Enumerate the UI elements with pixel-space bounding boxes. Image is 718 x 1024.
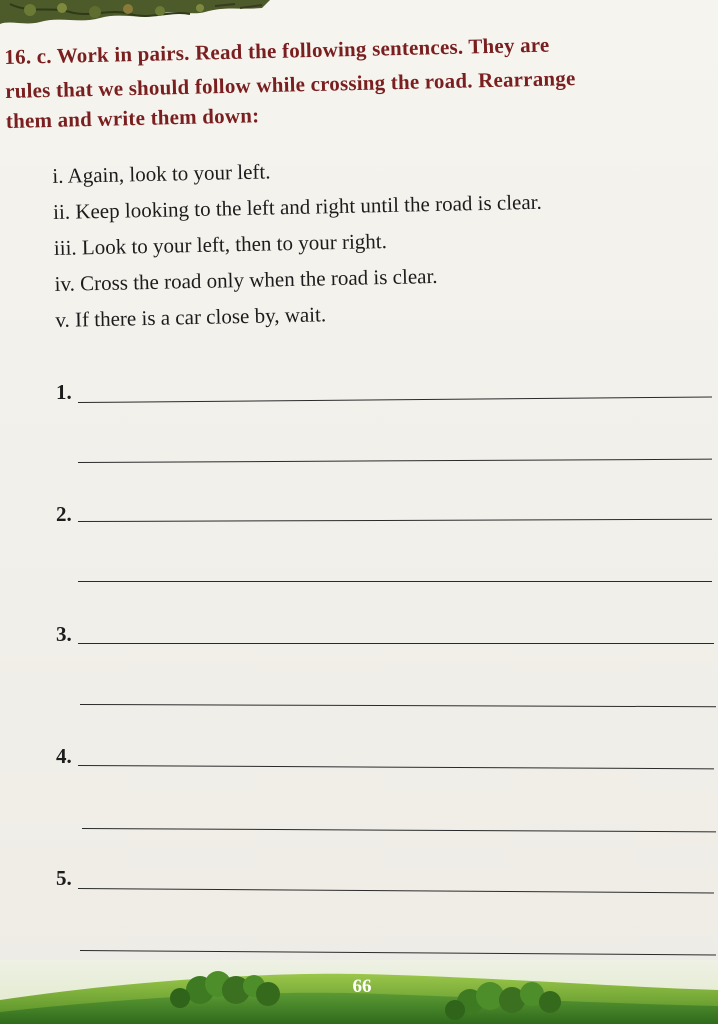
answer-line[interactable] bbox=[78, 459, 712, 463]
answer-line[interactable] bbox=[80, 704, 716, 707]
rule-item: iv. Cross the road only when the road is clear. bbox=[54, 263, 438, 296]
answer-number-5: 5. bbox=[56, 866, 72, 890]
rule-item: i. Again, look to your left. bbox=[52, 159, 271, 188]
answer-line[interactable] bbox=[80, 950, 716, 955]
answer-number-1: 1. bbox=[56, 380, 72, 404]
rule-item: ii. Keep looking to the left and right until the road is clear. bbox=[52, 189, 542, 224]
answer-line[interactable] bbox=[78, 888, 714, 893]
heading-line-1: 16. c. Work in pairs. Read the following sentences. They are bbox=[4, 32, 550, 69]
answer-line[interactable] bbox=[78, 396, 712, 403]
rule-item: iii. Look to your left, then to your right. bbox=[53, 229, 388, 260]
answer-line[interactable] bbox=[78, 519, 712, 522]
answer-number-3: 3. bbox=[56, 622, 72, 646]
answer-line[interactable] bbox=[78, 581, 712, 582]
answer-number-2: 2. bbox=[56, 502, 72, 526]
rule-item: v. If there is a car close by, wait. bbox=[55, 302, 327, 332]
answer-line[interactable] bbox=[82, 828, 716, 832]
page-number: 66 bbox=[352, 976, 372, 997]
answer-line[interactable] bbox=[78, 643, 714, 644]
answer-line[interactable] bbox=[78, 765, 714, 769]
heading-line-2: rules that we should follow while crossing the road. Rearrange bbox=[4, 66, 576, 103]
heading-line-3: them and write them down: bbox=[5, 103, 260, 133]
answer-number-4: 4. bbox=[56, 744, 72, 768]
